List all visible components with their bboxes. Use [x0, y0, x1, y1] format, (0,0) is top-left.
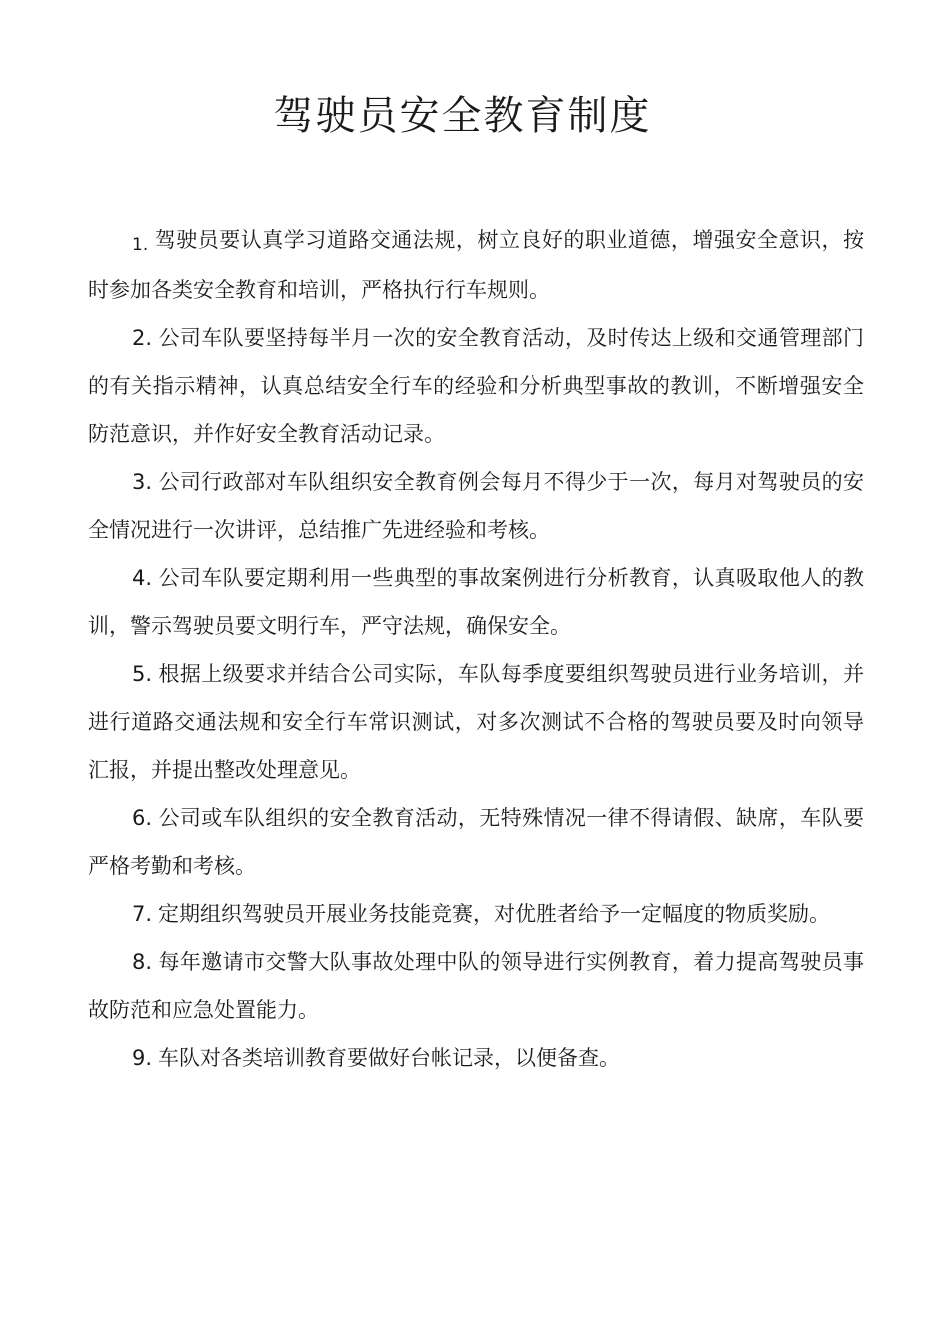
clause-text: 每年邀请市交警大队事故处理中队的领导进行实例教育，着力提高驾驶员事故防范和应急处置能力。 — [88, 950, 864, 1022]
clause-text: 公司车队要定期利用一些典型的事故案例进行分析教育，认真吸取他人的教训，警示驾驶员要文明行车，严守法规，确保安全。 — [88, 566, 864, 638]
clause-item — [88, 938, 864, 1034]
clause-number: 7. — [132, 902, 153, 926]
clause-text: 公司行政部对车队组织安全教育例会每月不得少于一次，每月对驾驶员的安全情况进行一次讲评，总结推广先进经验和考核。 — [88, 470, 864, 542]
clause-number: 4. — [132, 566, 153, 590]
clause-item — [88, 458, 864, 554]
clause-number: 8. — [132, 950, 153, 974]
clause-number: 5. — [132, 662, 153, 686]
clause-text: 根据上级要求并结合公司实际，车队每季度要组织驾驶员进行业务培训，并进行道路交通法规和安全行车常识测试，对多次测试不合格的驾驶员要及时向领导汇报，并提出整改处理意见。 — [88, 662, 864, 782]
clause-item — [88, 314, 864, 458]
clause-text: 公司车队要坚持每半月一次的安全教育活动，及时传达上级和交通管理部门的有关指示精神，认真总结安全行车的经验和分析典型事故的教训，不断增强安全防范意识，并作好安全教育活动记录。 — [88, 326, 864, 446]
clause-number: 2. — [132, 326, 153, 350]
page-title: 驾驶员安全教育制度 — [273, 93, 652, 139]
clause-item — [88, 890, 864, 938]
clause-number: 1. — [132, 235, 149, 255]
clause-item — [88, 794, 864, 890]
clause-item — [88, 650, 864, 794]
clause-item — [88, 554, 864, 650]
clause-list — [88, 216, 864, 1082]
clause-text: 车队对各类培训教育要做好台帐记录，以便备查。 — [158, 1046, 621, 1070]
clause-number: 3. — [132, 470, 153, 494]
clause-number: 9. — [132, 1046, 153, 1070]
clause-text: 定期组织驾驶员开展业务技能竞赛，对优胜者给予一定幅度的物质奖励。 — [158, 902, 831, 926]
clause-number: 6. — [132, 806, 153, 830]
clause-item — [88, 1034, 864, 1082]
clause-item — [88, 216, 864, 314]
clause-text: 驾驶员要认真学习道路交通法规，树立良好的职业道德，增强安全意识，按时参加各类安全教育和培训，严格执行行车规则。 — [88, 228, 864, 302]
clause-text: 公司或车队组织的安全教育活动，无特殊情况一律不得请假、缺席，车队要严格考勤和考核。 — [88, 806, 864, 878]
